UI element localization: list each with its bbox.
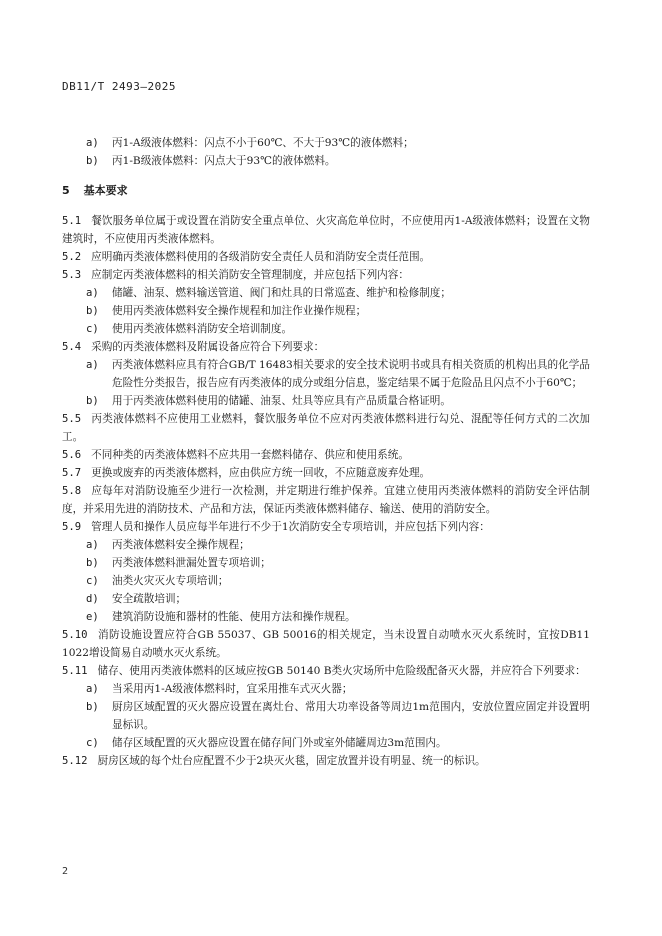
item-marker: a)	[86, 683, 99, 695]
clause-number: 5.9	[62, 521, 82, 533]
clause-text: 应制定丙类液体燃料的相关消防安全管理制度，并应包括下列内容：	[91, 269, 409, 281]
clause-text: 应每年对消防设施至少进行一次检测，并定期进行维护保养。宜建立使用丙类液体燃料的消防安全评估制度，并采用先进的消防技术、产品和方法，保证丙类液体燃料储存、输送、使用的消防安全。	[62, 485, 590, 515]
item-text: 丙类液体燃料泄漏处置专项培训；	[112, 557, 271, 569]
item-marker: a)	[86, 359, 99, 371]
clause-5-10	[62, 626, 590, 662]
clause-number: 5.6	[62, 449, 82, 461]
item-text: 丙1-B级液体燃料：闪点大于93℃的液体燃料。	[112, 155, 336, 167]
list-item	[62, 320, 590, 338]
clause-5-5	[62, 410, 590, 446]
item-marker: d)	[86, 593, 99, 605]
item-marker: b)	[86, 305, 99, 317]
definition-item	[62, 134, 590, 152]
clause-text: 消防设施设置应符合GB 55037、GB 50016的相关规定，当未设置自动喷水灭火系统时，宜按DB11 1022增设简易自动喷水灭火系统。	[62, 629, 590, 659]
clause-5-12	[62, 752, 590, 770]
clause-number: 5.8	[62, 485, 82, 497]
clause-number: 5.2	[62, 251, 82, 263]
section-heading	[62, 182, 590, 200]
clause-5-4	[62, 338, 590, 356]
list-item	[62, 554, 590, 572]
clause-number: 5.10	[62, 629, 88, 641]
clause-number: 5.5	[62, 413, 82, 425]
item-text: 丙类液体燃料应具有符合GB/T 16483相关要求的安全技术说明书或具有相关资质的机构出具的化学品危险性分类报告，报告应有丙类液体的成分或组分信息，鉴定结果不属于危险品且闪点不小于60℃；	[112, 359, 590, 389]
list-item	[62, 608, 590, 626]
item-text: 当采用丙1-A级液体燃料时，宜采用推车式灭火器；	[112, 683, 353, 695]
clause-text: 餐饮服务单位属于或设置在消防安全重点单位、火灾高危单位时，不应使用丙1-A级液体燃料；设置在文物建筑时，不应使用丙类液体燃料。	[62, 215, 590, 245]
item-text: 丙类液体燃料安全操作规程；	[112, 539, 250, 551]
clause-text: 厨房区域的每个灶台应配置不少于2块灭火毯，固定放置并设有明显、统一的标识。	[97, 755, 486, 767]
item-text: 厨房区域配置的灭火器应设置在离灶台、常用大功率设备等周边1m范围内，安放位置应固定并设置明显标识。	[112, 701, 590, 731]
item-marker: b)	[86, 155, 99, 167]
item-text: 安全疏散培训；	[112, 593, 187, 605]
page-number: 2	[62, 866, 69, 877]
item-marker: c)	[86, 575, 99, 587]
item-text: 使用丙类液体燃料安全操作规程和加注作业操作规程；	[112, 305, 367, 317]
list-item	[62, 284, 590, 302]
item-text: 油类火灾灭火专项培训；	[112, 575, 229, 587]
list-item	[62, 302, 590, 320]
clause-text: 丙类液体燃料不应使用工业燃料，餐饮服务单位不应对丙类液体燃料进行勾兑、混配等任何方式的二次加工。	[62, 413, 590, 443]
clause-text: 储存、使用丙类液体燃料的区域应按GB 50140 B类火灾场所中危险级配备灭火器，并应符合下列要求：	[97, 665, 586, 677]
clause-text: 采购的丙类液体燃料及附属设备应符合下列要求：	[91, 341, 325, 353]
list-item	[62, 536, 590, 554]
clause-text: 应明确丙类液体燃料使用的各级消防安全责任人员和消防安全责任范围。	[91, 251, 431, 263]
item-text: 用于丙类液体燃料使用的储罐、油泵、灶具等应具有产品质量合格证明。	[112, 395, 451, 407]
clause-5-6	[62, 446, 590, 464]
clause-5-8	[62, 482, 590, 518]
list-item	[62, 392, 590, 410]
item-marker: a)	[86, 287, 99, 299]
clause-number: 5.1	[62, 215, 82, 227]
item-text: 丙1-A级液体燃料：闪点不小于60℃、不大于93℃的液体燃料；	[112, 137, 414, 149]
clause-text: 更换或废弃的丙类液体燃料，应由供应方统一回收，不应随意废弃处理。	[91, 467, 431, 479]
item-text: 建筑消防设施和器材的性能、使用方法和操作规程。	[112, 611, 356, 623]
clause-number: 5.3	[62, 269, 82, 281]
clause-text: 不同种类的丙类液体燃料不应共用一套燃料储存、供应和使用系统。	[91, 449, 409, 461]
clause-text: 管理人员和操作人员应每半年进行不少于1次消防安全专项培训，并应包括下列内容：	[91, 521, 490, 533]
item-marker: a)	[86, 137, 99, 149]
item-marker: b)	[86, 557, 99, 569]
list-item	[62, 698, 590, 734]
section-title: 基本要求	[83, 184, 128, 197]
list-item	[62, 572, 590, 590]
item-marker: b)	[86, 395, 99, 407]
section-number: 5	[62, 184, 70, 197]
item-text: 使用丙类液体燃料消防安全培训制度。	[112, 323, 293, 335]
clause-5-2	[62, 248, 590, 266]
clause-number: 5.4	[62, 341, 82, 353]
clause-number: 5.7	[62, 467, 82, 479]
clause-5-3	[62, 266, 590, 284]
item-marker: b)	[86, 701, 99, 713]
list-item	[62, 590, 590, 608]
clause-5-9	[62, 518, 590, 536]
clause-5-1	[62, 212, 590, 248]
document-body	[62, 134, 590, 770]
clause-number: 5.12	[62, 755, 88, 767]
list-item	[62, 356, 590, 392]
definition-item	[62, 152, 590, 170]
item-marker: c)	[86, 737, 99, 749]
item-text: 储罐、油泵、燃料输送管道、阀门和灶具的日常巡查、维护和检修制度；	[112, 287, 451, 299]
clause-5-7	[62, 464, 590, 482]
item-marker: c)	[86, 323, 99, 335]
list-item	[62, 680, 590, 698]
document-code: DB11/T 2493—2025	[62, 80, 176, 93]
item-marker: e)	[86, 611, 99, 623]
item-marker: a)	[86, 539, 99, 551]
list-item	[62, 734, 590, 752]
item-text: 储存区域配置的灭火器应设置在储存间门外或室外储罐周边3m范围内。	[112, 737, 447, 749]
clause-number: 5.11	[62, 665, 88, 677]
clause-5-11	[62, 662, 590, 680]
